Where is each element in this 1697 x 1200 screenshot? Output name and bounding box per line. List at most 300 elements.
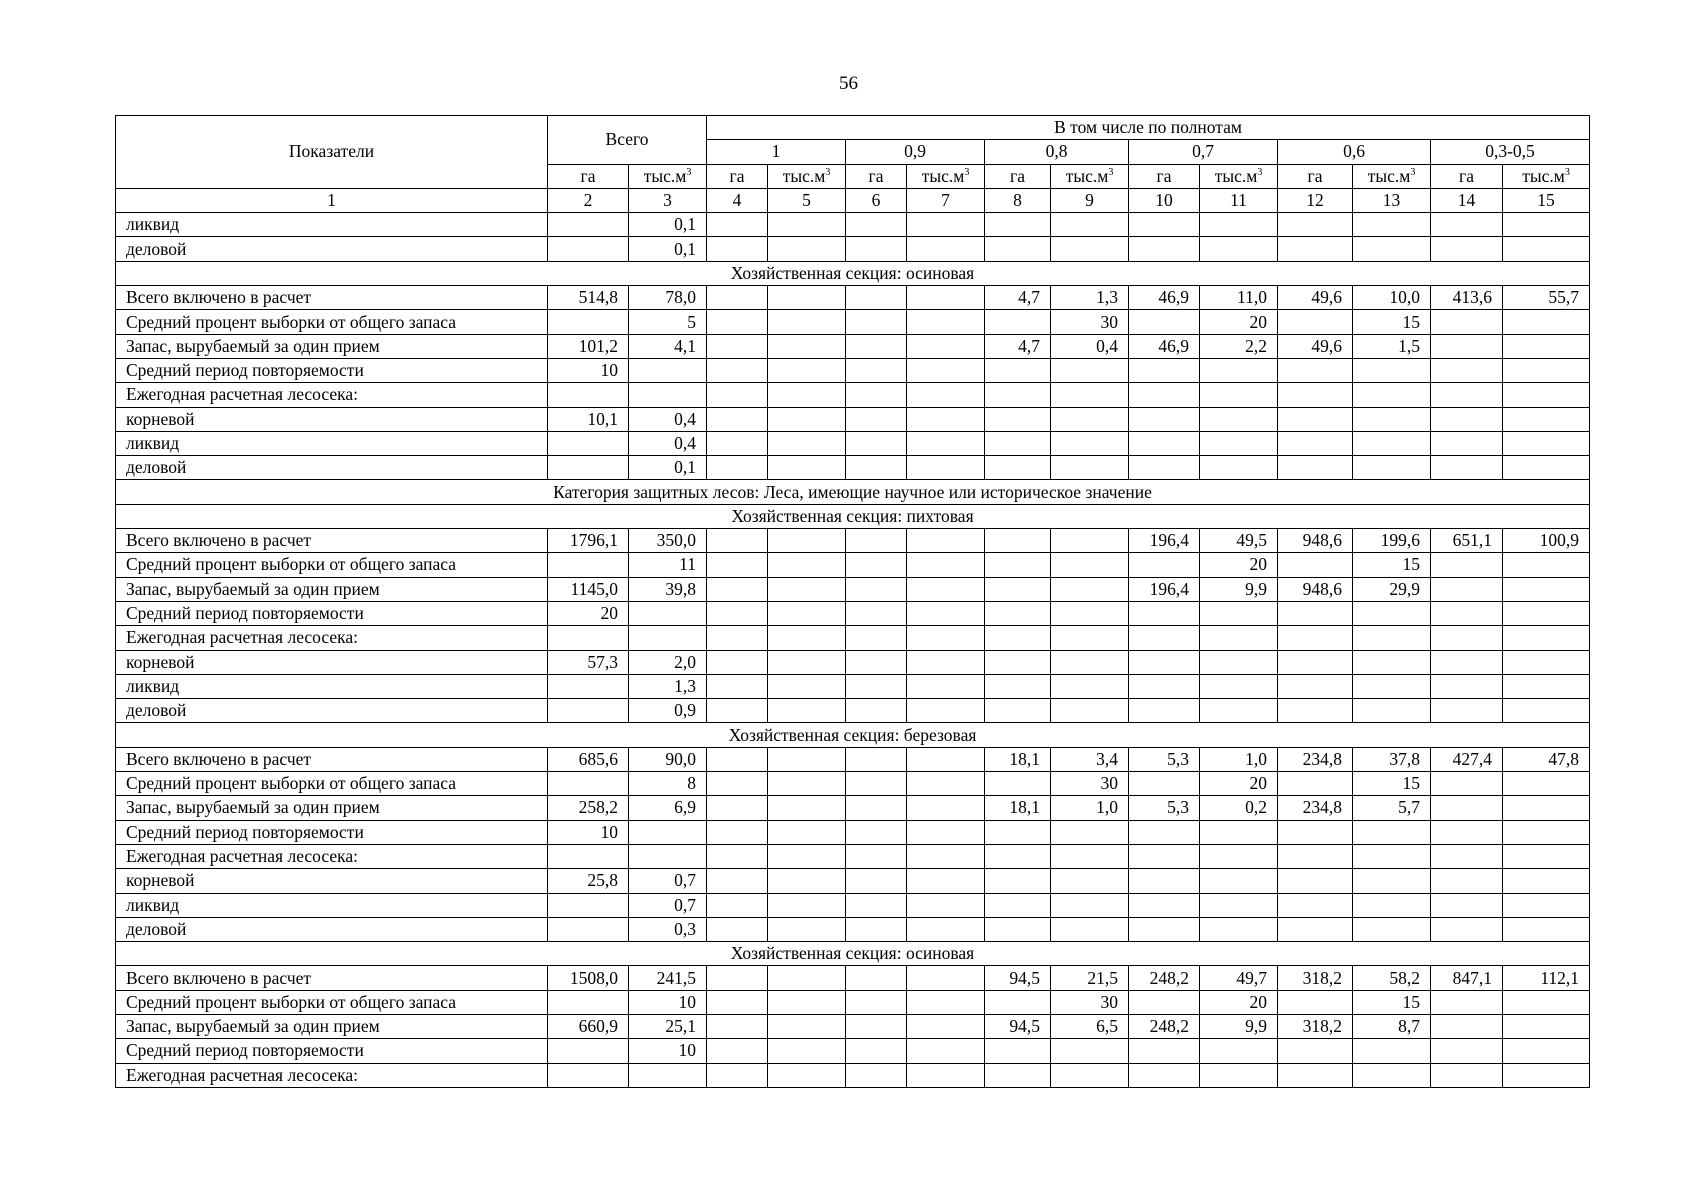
unit-volume-header: [1200, 164, 1278, 188]
table-cell: [985, 383, 1051, 407]
table-cell: [985, 407, 1051, 431]
table-cell: [985, 601, 1051, 625]
table-cell: [1431, 407, 1503, 431]
table-cell: [907, 893, 985, 917]
table-cell: 685,6: [548, 747, 629, 771]
table-cell: [768, 456, 846, 480]
table-cell: [985, 529, 1051, 553]
table-cell: [907, 213, 985, 237]
table-cell: [1353, 844, 1431, 868]
row-label: Средний процент выборки от общего запаса: [116, 553, 548, 577]
table-cell: 10: [629, 990, 707, 1014]
table-cell: [629, 601, 707, 625]
table-cell: 318,2: [1278, 966, 1353, 990]
table-cell: [1129, 213, 1200, 237]
table-cell: [768, 1039, 846, 1063]
table-cell: 15: [1353, 310, 1431, 334]
table-cell: [707, 699, 768, 723]
table-cell: [707, 820, 768, 844]
unit-volume-text: тыс.м: [643, 165, 687, 186]
table-cell: [846, 383, 907, 407]
table-cell: 8: [629, 772, 707, 796]
section-title: Категория защитных лесов: Леса, имеющие научное или историческое значение: [116, 480, 1590, 504]
table-cell: 39,8: [629, 577, 707, 601]
table-cell: [846, 674, 907, 698]
table-cell: [1200, 1039, 1278, 1063]
table-cell: 11: [629, 553, 707, 577]
table-cell: [846, 286, 907, 310]
table-cell: [907, 383, 985, 407]
table-cell: 55,7: [1503, 286, 1590, 310]
section-title: Хозяйственная секция: осиновая: [116, 261, 1590, 285]
table-cell: [907, 674, 985, 698]
table-cell: [707, 213, 768, 237]
table-cell: 0,1: [629, 456, 707, 480]
table-cell: [1278, 1039, 1353, 1063]
table-cell: [907, 772, 985, 796]
row-label: деловой: [116, 237, 548, 261]
table-cell: 18,1: [985, 796, 1051, 820]
table-cell: [1503, 358, 1590, 382]
table-cell: [768, 601, 846, 625]
table-cell: [985, 990, 1051, 1014]
row-label: Запас, вырубаемый за один прием: [116, 796, 548, 820]
table-cell: [846, 1039, 907, 1063]
unit-volume-header: [1353, 164, 1431, 188]
table-cell: [907, 650, 985, 674]
table-cell: [1278, 990, 1353, 1014]
column-number: 7: [907, 188, 985, 212]
table-cell: [985, 917, 1051, 941]
table-cell: [1200, 893, 1278, 917]
unit-volume-text: тыс.м: [1214, 165, 1258, 186]
table-cell: [1129, 358, 1200, 382]
unit-volume-superscript: 3: [964, 166, 970, 178]
table-cell: [1503, 383, 1590, 407]
row-label: Средний период повторяемости: [116, 601, 548, 625]
table-cell: [707, 917, 768, 941]
table-cell: [846, 431, 907, 455]
table-cell: [1129, 674, 1200, 698]
table-cell: [1353, 626, 1431, 650]
row-label: Запас, вырубаемый за один прием: [116, 334, 548, 358]
table-cell: [1129, 310, 1200, 334]
table-cell: [1129, 869, 1200, 893]
table-cell: [768, 431, 846, 455]
table-cell: [1503, 577, 1590, 601]
table-cell: 10,1: [548, 407, 629, 431]
unit-ha-header: га: [846, 164, 907, 188]
table-cell: [1503, 553, 1590, 577]
table-cell: [1431, 431, 1503, 455]
page-number: 56: [839, 73, 858, 94]
table-cell: [907, 456, 985, 480]
table-cell: [846, 747, 907, 771]
table-cell: [548, 383, 629, 407]
unit-ha-header: га: [707, 164, 768, 188]
table-row: [116, 431, 1590, 455]
table-cell: [768, 626, 846, 650]
table-cell: [1129, 407, 1200, 431]
table-row: [116, 869, 1590, 893]
density-header: 0,6: [1278, 140, 1431, 164]
table-cell: [1278, 553, 1353, 577]
table-cell: [768, 286, 846, 310]
row-label: Ежегодная расчетная лесосека:: [116, 626, 548, 650]
table-cell: [629, 383, 707, 407]
table-cell: [846, 966, 907, 990]
row-label: Средний период повторяемости: [116, 820, 548, 844]
table-cell: 49,6: [1278, 286, 1353, 310]
table-row: [116, 1039, 1590, 1063]
table-cell: [1353, 674, 1431, 698]
table-cell: 47,8: [1503, 747, 1590, 771]
unit-ha-header: га: [1431, 164, 1503, 188]
table-cell: [1431, 553, 1503, 577]
table-cell: [768, 796, 846, 820]
table-cell: 10: [548, 358, 629, 382]
row-label: Средний процент выборки от общего запаса: [116, 990, 548, 1014]
table-cell: 100,9: [1503, 529, 1590, 553]
table-cell: [768, 820, 846, 844]
table-cell: [1278, 699, 1353, 723]
table-cell: [548, 456, 629, 480]
table-cell: 651,1: [1431, 529, 1503, 553]
table-cell: [846, 334, 907, 358]
table-cell: [1278, 383, 1353, 407]
table-cell: [846, 213, 907, 237]
table-cell: 660,9: [548, 1014, 629, 1038]
table-cell: [907, 310, 985, 334]
table-cell: [985, 1039, 1051, 1063]
table-cell: [1431, 626, 1503, 650]
table-cell: [768, 869, 846, 893]
row-label: деловой: [116, 917, 548, 941]
table-cell: [1353, 1063, 1431, 1087]
table-cell: [707, 407, 768, 431]
table-cell: [768, 334, 846, 358]
table-row: [116, 358, 1590, 382]
table-cell: 94,5: [985, 966, 1051, 990]
table-cell: [1200, 844, 1278, 868]
table-cell: [1051, 626, 1129, 650]
header-row-column-numbers: [116, 188, 1590, 212]
table-cell: [707, 1063, 768, 1087]
table-cell: 49,5: [1200, 529, 1278, 553]
table-cell: [548, 1039, 629, 1063]
table-cell: 4,7: [985, 286, 1051, 310]
table-cell: [548, 674, 629, 698]
table-cell: [1200, 650, 1278, 674]
table-cell: [1051, 577, 1129, 601]
table-row: [116, 1014, 1590, 1038]
table-cell: [1051, 383, 1129, 407]
table-cell: 5,3: [1129, 796, 1200, 820]
table-cell: [985, 553, 1051, 577]
table-cell: [1503, 699, 1590, 723]
table-cell: [1278, 650, 1353, 674]
table-cell: 49,7: [1200, 966, 1278, 990]
table-cell: [907, 407, 985, 431]
table-cell: [1503, 917, 1590, 941]
table-cell: [629, 358, 707, 382]
table-row: [116, 747, 1590, 771]
table-cell: [985, 626, 1051, 650]
unit-volume-header: [1503, 164, 1590, 188]
table-cell: [985, 772, 1051, 796]
table-cell: [1051, 699, 1129, 723]
table-cell: [707, 529, 768, 553]
table-cell: 20: [548, 601, 629, 625]
row-label: ликвид: [116, 674, 548, 698]
table-cell: [1431, 917, 1503, 941]
table-cell: [1278, 820, 1353, 844]
table-cell: [985, 699, 1051, 723]
table-cell: 5: [629, 310, 707, 334]
section-row: [116, 942, 1590, 966]
table-cell: 1,5: [1353, 334, 1431, 358]
column-number: 12: [1278, 188, 1353, 212]
column-number: 15: [1503, 188, 1590, 212]
unit-volume-text: тыс.м: [782, 165, 826, 186]
section-title: Хозяйственная секция: березовая: [116, 723, 1590, 747]
table-cell: 20: [1200, 553, 1278, 577]
table-cell: [1503, 796, 1590, 820]
table-header: [116, 116, 1590, 213]
density-header: 0,7: [1129, 140, 1278, 164]
table-cell: [846, 456, 907, 480]
unit-volume-superscript: 3: [1564, 166, 1570, 178]
table-cell: [985, 310, 1051, 334]
density-group-header: В том числе по полнотам: [707, 116, 1590, 140]
table-cell: [846, 772, 907, 796]
table-cell: [707, 237, 768, 261]
row-label: Ежегодная расчетная лесосека:: [116, 1063, 548, 1087]
table-cell: [846, 917, 907, 941]
table-cell: [907, 553, 985, 577]
table-cell: [1051, 407, 1129, 431]
table-cell: [548, 917, 629, 941]
table-cell: 30: [1051, 310, 1129, 334]
table-cell: [1278, 358, 1353, 382]
table-cell: [707, 844, 768, 868]
table-cell: [1051, 917, 1129, 941]
table-cell: [707, 286, 768, 310]
table-cell: [907, 237, 985, 261]
table-cell: [629, 626, 707, 650]
unit-volume-superscript: 3: [686, 166, 692, 178]
section-row: [116, 504, 1590, 528]
table-cell: [1353, 893, 1431, 917]
table-cell: [768, 553, 846, 577]
table-cell: [1278, 844, 1353, 868]
table-cell: [907, 990, 985, 1014]
table-cell: [1353, 820, 1431, 844]
table-body: [116, 213, 1590, 1088]
table-cell: [1503, 820, 1590, 844]
table-row: [116, 601, 1590, 625]
table-cell: 1796,1: [548, 529, 629, 553]
table-cell: [1200, 869, 1278, 893]
table-cell: [907, 917, 985, 941]
section-title: Хозяйственная секция: осиновая: [116, 942, 1590, 966]
table-cell: [1431, 601, 1503, 625]
column-number: 3: [629, 188, 707, 212]
table-cell: 318,2: [1278, 1014, 1353, 1038]
table-cell: [985, 844, 1051, 868]
table-row: [116, 772, 1590, 796]
table-cell: 11,0: [1200, 286, 1278, 310]
density-header: 0,9: [846, 140, 985, 164]
table-cell: [707, 966, 768, 990]
table-cell: [846, 893, 907, 917]
column-number: 8: [985, 188, 1051, 212]
table-cell: [1278, 1063, 1353, 1087]
column-number: 6: [846, 188, 907, 212]
table-cell: [1129, 650, 1200, 674]
table-row: [116, 1063, 1590, 1087]
table-cell: [707, 456, 768, 480]
total-header: Всего: [548, 116, 707, 165]
table-cell: [1503, 237, 1590, 261]
table-cell: [1503, 310, 1590, 334]
unit-volume-header: [768, 164, 846, 188]
table-cell: [1503, 1014, 1590, 1038]
table-cell: 15: [1353, 990, 1431, 1014]
table-cell: [1431, 1039, 1503, 1063]
table-cell: [846, 796, 907, 820]
table-cell: [1278, 772, 1353, 796]
table-cell: [985, 893, 1051, 917]
table-cell: [548, 772, 629, 796]
table-cell: [1503, 990, 1590, 1014]
table-cell: [1503, 626, 1590, 650]
table-cell: [1129, 1063, 1200, 1087]
table-cell: 0,9: [629, 699, 707, 723]
table-cell: [907, 1014, 985, 1038]
table-row: [116, 650, 1590, 674]
table-cell: [768, 310, 846, 334]
table-cell: [1353, 383, 1431, 407]
table-cell: 2,2: [1200, 334, 1278, 358]
table-cell: 0,4: [1051, 334, 1129, 358]
table-cell: [1503, 431, 1590, 455]
table-cell: 5,7: [1353, 796, 1431, 820]
table-cell: [1200, 431, 1278, 455]
table-cell: [907, 626, 985, 650]
table-cell: 30: [1051, 772, 1129, 796]
unit-volume-text: тыс.м: [1367, 165, 1411, 186]
table-cell: 0,1: [629, 213, 707, 237]
table-cell: [907, 844, 985, 868]
table-cell: [1200, 601, 1278, 625]
table-cell: [707, 796, 768, 820]
table-cell: [548, 844, 629, 868]
table-cell: 37,8: [1353, 747, 1431, 771]
table-cell: [707, 1039, 768, 1063]
table-cell: [846, 699, 907, 723]
table-row: [116, 844, 1590, 868]
table-cell: 0,3: [629, 917, 707, 941]
column-number: 4: [707, 188, 768, 212]
table-cell: [1503, 1063, 1590, 1087]
row-label: Средний период повторяемости: [116, 358, 548, 382]
table-cell: [1129, 844, 1200, 868]
table-cell: 20: [1200, 990, 1278, 1014]
table-cell: [1431, 358, 1503, 382]
table-cell: [907, 431, 985, 455]
table-cell: [1200, 1063, 1278, 1087]
table-cell: 101,2: [548, 334, 629, 358]
table-cell: [707, 334, 768, 358]
table-cell: [707, 310, 768, 334]
table-cell: [1431, 699, 1503, 723]
table-cell: [985, 456, 1051, 480]
table-cell: [768, 990, 846, 1014]
table-cell: 78,0: [629, 286, 707, 310]
table-cell: [907, 1039, 985, 1063]
table-row: [116, 310, 1590, 334]
table-cell: [846, 601, 907, 625]
table-cell: [1051, 1063, 1129, 1087]
table-cell: [907, 869, 985, 893]
table-cell: [1051, 237, 1129, 261]
unit-volume-header: [629, 164, 707, 188]
table-cell: [846, 844, 907, 868]
table-cell: [1278, 917, 1353, 941]
table-cell: [907, 601, 985, 625]
row-label: Запас, вырубаемый за один прием: [116, 1014, 548, 1038]
table-cell: [768, 650, 846, 674]
table-cell: [768, 674, 846, 698]
table-cell: 1,0: [1051, 796, 1129, 820]
table-cell: 6,5: [1051, 1014, 1129, 1038]
table-cell: [1503, 772, 1590, 796]
table-cell: [1353, 1039, 1431, 1063]
table-cell: 413,6: [1431, 286, 1503, 310]
table-cell: 25,1: [629, 1014, 707, 1038]
unit-volume-text: тыс.м: [1065, 165, 1109, 186]
table-cell: [985, 577, 1051, 601]
table-cell: [768, 383, 846, 407]
table-row: [116, 917, 1590, 941]
density-header: 1: [707, 140, 846, 164]
table-cell: 112,1: [1503, 966, 1590, 990]
table-cell: 199,6: [1353, 529, 1431, 553]
table-cell: [707, 358, 768, 382]
indicators-header: Показатели: [116, 116, 548, 189]
table-cell: [1129, 553, 1200, 577]
table-row: [116, 674, 1590, 698]
table-cell: [707, 577, 768, 601]
table-cell: [1278, 601, 1353, 625]
table-cell: [1431, 1063, 1503, 1087]
table-cell: [1431, 820, 1503, 844]
table-cell: [1431, 213, 1503, 237]
table-cell: 0,4: [629, 431, 707, 455]
row-label: корневой: [116, 650, 548, 674]
table-cell: 0,7: [629, 893, 707, 917]
table-cell: [907, 1063, 985, 1087]
table-row: [116, 990, 1590, 1014]
row-label: Средний процент выборки от общего запаса: [116, 772, 548, 796]
table-cell: [1200, 626, 1278, 650]
row-label: ликвид: [116, 213, 548, 237]
table-cell: [1503, 869, 1590, 893]
table-cell: [768, 917, 846, 941]
table-cell: 948,6: [1278, 529, 1353, 553]
table-cell: [1353, 869, 1431, 893]
